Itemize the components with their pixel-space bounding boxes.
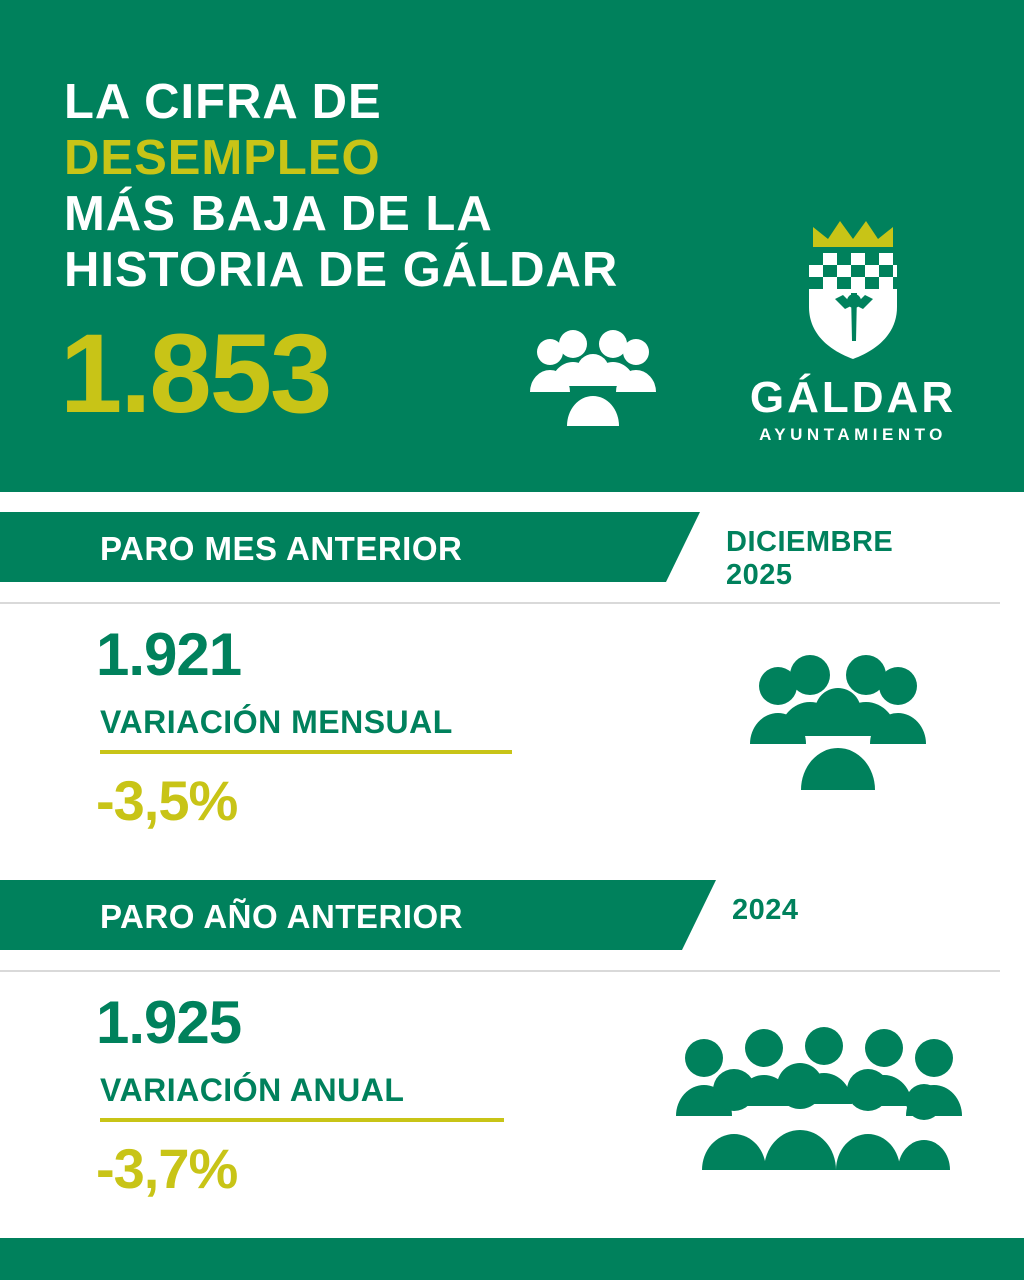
footer-bar (0, 1238, 1024, 1280)
headline-figure: 1.853 (60, 311, 331, 436)
hero-title-line-4: HISTORIA DE GÁLDAR (64, 243, 619, 297)
brand-name: GÁLDAR (749, 373, 957, 422)
section-divider (0, 970, 1000, 972)
hero-title-line-1: LA CIFRA DE (64, 75, 382, 129)
band-period: 2024 (732, 894, 799, 926)
previous-year-delta: -3,7% (96, 1137, 238, 1200)
galdar-coat-of-arms-icon (738, 215, 968, 365)
previous-month-value: 1.921 (96, 621, 242, 688)
previous-year-value: 1.925 (96, 989, 242, 1056)
section-divider (0, 602, 1000, 604)
previous-month-delta: -3,5% (96, 769, 238, 832)
caption-underline (100, 750, 512, 754)
band-period: DICIEMBRE 2025 (726, 526, 894, 591)
previous-month-band (0, 512, 1000, 591)
hero-title-line-2: DESEMPLEO (64, 131, 381, 185)
hero-title-line-3: MÁS BAJA DE LA (64, 187, 493, 241)
group-of-people-icon (528, 330, 658, 430)
previous-year-section (0, 860, 1024, 1240)
brand-subtitle: AYUNTAMIENTO (759, 425, 947, 444)
band-label: PARO AÑO ANTERIOR (100, 898, 463, 935)
caption-underline (100, 1118, 504, 1122)
hero-title (64, 74, 764, 298)
previous-month-section (0, 492, 1024, 860)
previous-year-band (0, 880, 1000, 950)
previous-year-caption: VARIACIÓN ANUAL (100, 1072, 405, 1108)
band-label: PARO MES ANTERIOR (100, 530, 463, 567)
crowd-of-people-icon (672, 1020, 962, 1185)
hero-section (0, 0, 1024, 492)
previous-month-caption: VARIACIÓN MENSUAL (100, 704, 453, 740)
group-of-people-icon (748, 654, 928, 799)
municipality-brand (738, 215, 968, 445)
